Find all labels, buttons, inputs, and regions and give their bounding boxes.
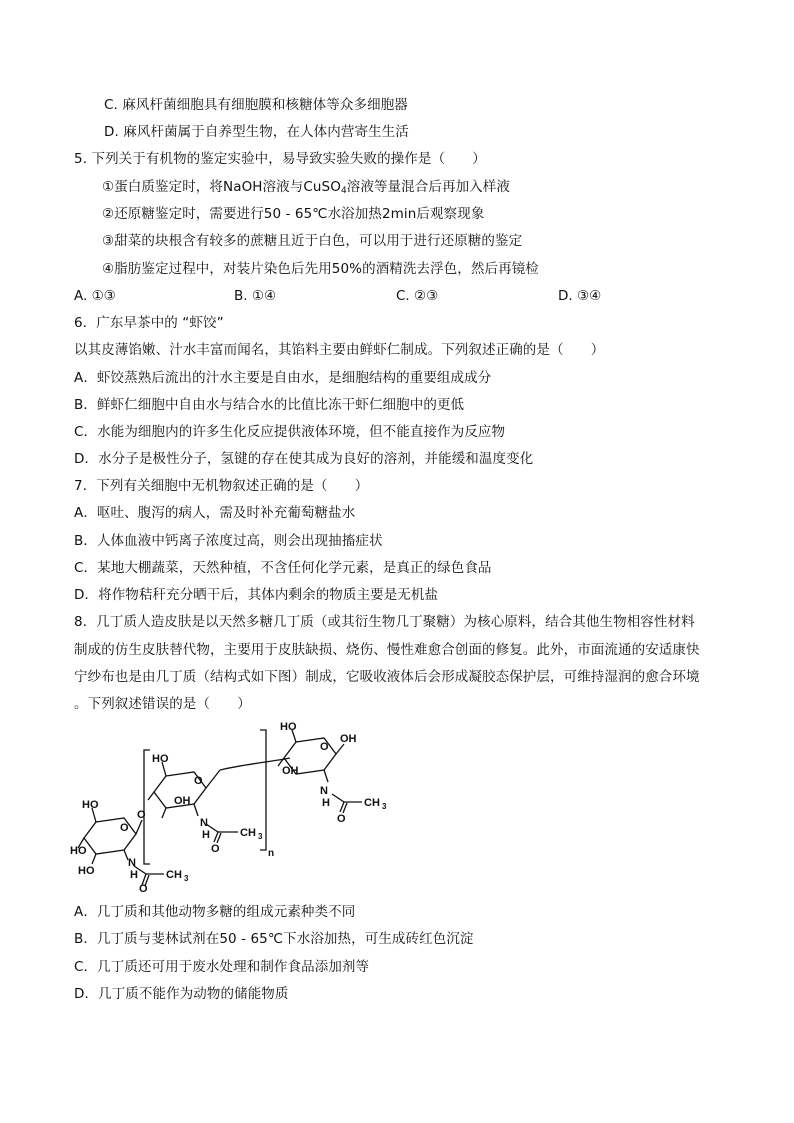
q7-option-a: A．呕吐、腹泻的病人，需及时补充葡萄糖盐水: [74, 505, 356, 521]
chitin-structure-svg: [70, 722, 390, 892]
q5-statement-1-pre: ①蛋白质鉴定时，将NaOH溶液与CuSO: [102, 179, 341, 195]
label-o-carbonyl-left: O: [139, 883, 148, 892]
q8-option-b: B．几丁质与斐林试剂在50 - 65℃下水浴加热，可生成砖红色沉淀: [74, 931, 474, 947]
label-o-carbonyl-right: O: [337, 813, 346, 825]
label-ho-left-2: HO: [70, 845, 87, 857]
label-ch3-mid-sub: 3: [258, 832, 263, 841]
label-ch3-left-sub: 3: [184, 874, 189, 883]
label-h-left: H: [130, 869, 138, 881]
q5-statement-1-post: 溶液等量混合后再加入样液: [346, 179, 510, 195]
q5-option-c: C. ②③: [396, 288, 439, 304]
label-n-left: N: [128, 857, 136, 869]
label-o-ring-right: O: [320, 741, 329, 753]
label-oh-right-end: OH: [340, 733, 357, 745]
label-ho-mid-1: HO: [152, 753, 169, 765]
q5-statement-1: [102, 177, 510, 197]
q5-option-a: A. ①③: [74, 288, 116, 304]
q6-option-a: A．虾饺蒸熟后流出的汁水主要是自由水，是细胞结构的重要组成成分: [74, 370, 492, 386]
label-n-mid: N: [200, 817, 208, 829]
q5-statement-1-sub: 4: [340, 186, 347, 196]
label-ch3-right-sub: 3: [382, 802, 387, 811]
q8-option-a: A．几丁质和其他动物多糖的组成元素种类不同: [74, 904, 356, 920]
q4-option-d: D. 麻风杆菌属于自养型生物，在人体内营寄生生活: [104, 124, 409, 140]
q7-option-b: B．人体血液中钙离子浓度过高，则会出现抽搐症状: [74, 533, 383, 549]
label-n-right: N: [320, 785, 328, 797]
q8-option-c: C．几丁质还可用于废水处理和制作食品添加剂等: [74, 959, 370, 975]
q6-option-b: B．鲜虾仁细胞中自由水与结合水的比值比冻干虾仁细胞中的更低: [74, 397, 465, 413]
q8-stem-line-3: 宁纱布也是由几丁质（结构式如下图）制成，它吸收液体后会形成凝胶态保护层，可维持湿润的愈合环境: [74, 669, 700, 685]
q4-option-c: C. 麻风杆菌细胞具有细胞膜和核糖体等众多细胞器: [104, 97, 408, 113]
label-ch3-mid: CH: [240, 827, 256, 839]
q7-stem: 7．下列有关细胞中无机物叙述正确的是（ ）: [74, 478, 369, 494]
q5-statement-2: ②还原糖鉴定时，需要进行50 - 65℃水浴加热2min后观察现象: [102, 206, 485, 222]
label-ho-right-1: HO: [280, 722, 297, 733]
label-oh-mid: OH: [174, 795, 191, 807]
q7-option-d: D．将作物秸秆充分晒干后，其体内剩余的物质主要是无机盐: [74, 587, 439, 603]
q8-stem-line-2: 制成的仿生皮肤替代物，主要用于皮肤缺损、烧伤、慢性难愈合创面的修复。此外，市面流通的安适康快: [74, 642, 700, 658]
q8-option-d: D．几丁质不能作为动物的储能物质: [74, 986, 289, 1002]
label-o-carbonyl-mid: O: [211, 843, 220, 855]
label-oh-right: OH: [282, 765, 299, 777]
chitin-structure-figure: [70, 722, 390, 892]
label-ch3-left: CH: [166, 869, 182, 881]
q5-statement-3: ③甜菜的块根含有较多的蔗糖且近于白色，可以用于进行还原糖的鉴定: [102, 233, 523, 249]
q5-option-d: D. ③④: [558, 288, 602, 304]
label-ho-left-1: HO: [82, 799, 99, 811]
q6-stem-line-2: 以其皮薄馅嫩、汁水丰富而闻名，其馅料主要由鲜虾仁制成。下列叙述正确的是（ ）: [74, 342, 605, 358]
q6-stem-line-1: 6．广东早茶中的 “虾饺”: [74, 315, 224, 331]
label-repeat-n: n: [268, 848, 275, 859]
label-o-link-left: O: [137, 809, 146, 821]
label-ch3-right: CH: [364, 797, 380, 809]
q8-stem-line-1: 8．几丁质人造皮肤是以天然多糖几丁质（或其衍生物几丁聚糖）为核心原料，结合其他生物相容性材料: [74, 614, 695, 630]
q5-statement-4: ④脂肪鉴定过程中，对装片染色后先用50%的酒精洗去浮色，然后再镜检: [102, 261, 539, 277]
q6-option-d: D．水分子是极性分子，氢键的存在使其成为良好的溶剂，并能缓和温度变化: [74, 451, 534, 467]
label-o-ring-left: O: [120, 822, 129, 834]
label-h-mid: H: [202, 829, 210, 841]
q8-stem-line-4: 。下列叙述错误的是（ ）: [74, 696, 251, 712]
q5-stem: 5. 下列关于有机物的鉴定实验中，易导致实验失败的操作是（ ）: [74, 151, 486, 167]
label-o-ring-mid: O: [194, 775, 203, 787]
q5-option-b: B. ①④: [234, 288, 277, 304]
q6-option-c: C．水能为细胞内的许多生化反应提供液体环境，但不能直接作为反应物: [74, 424, 506, 440]
label-h-right: H: [322, 797, 330, 809]
label-ho-left-3: HO: [78, 865, 95, 877]
q7-option-c: C．某地大棚蔬菜，天然种植，不含任何化学元素，是真正的绿色食品: [74, 560, 492, 576]
